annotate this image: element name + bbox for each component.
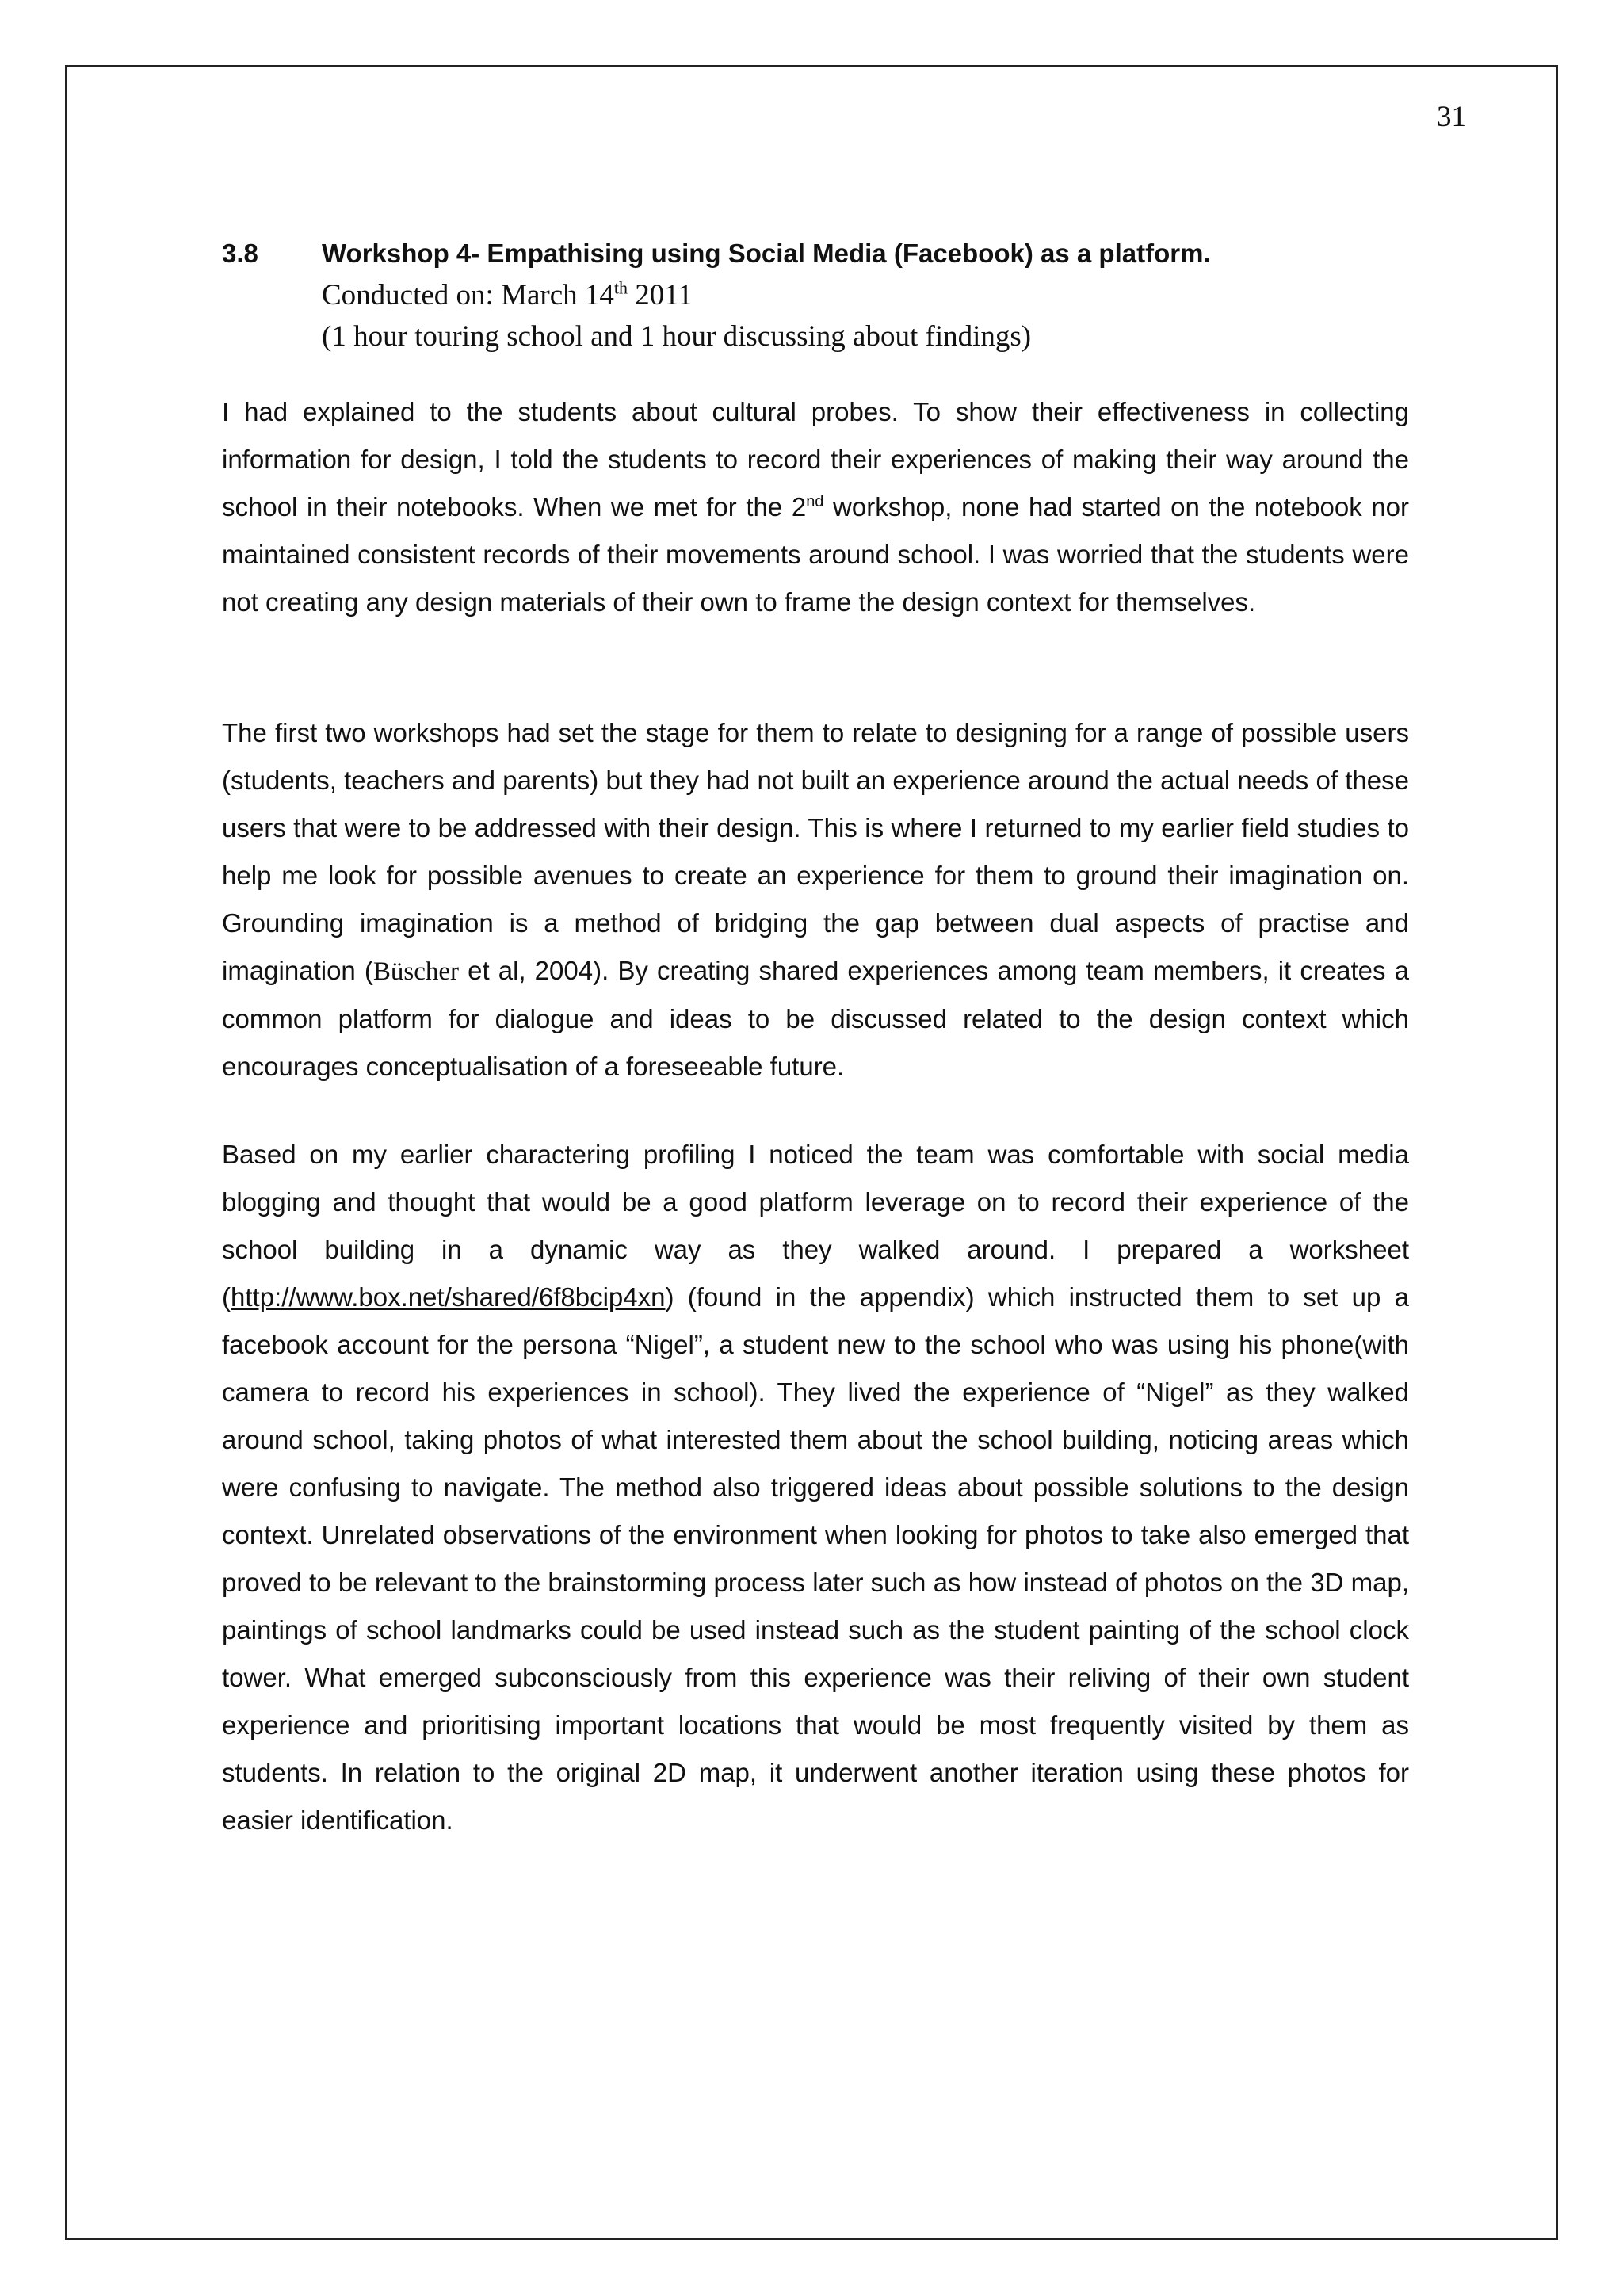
paragraph-3-text-a: Based on my earlier charactering profiling I noticed the team was comfortable with social media blogging and thought that would be a good platform leverage on to record their experience of the school building in a dynamic way as they walked around. I prepared a worksheet ( xyxy=(222,1140,1409,1312)
paragraph-3 xyxy=(222,1131,1409,1844)
conducted-prefix: Conducted on: March 14 xyxy=(322,279,614,311)
paragraph-1-ordinal: nd xyxy=(806,493,824,510)
paragraph-3-text-b: ) (found in the appendix) which instructed them to set up a facebook account for the persona “Nigel”, a student new to the school who was using his phone(with camera to record his experiences in school). They lived the experience of “Nigel” as they walked around school, taking photos of what interested them about the school building, noticing areas which were confusing to navigate. The method also triggered ideas about possible solutions to the design context. Unrelated observations of the environment when looking for photos to take also emerged that proved to be relevant to the brainstorming process later such as how instead of photos on the 3D map, paintings of school landmarks could be used instead such as the student painting of the school clock tower. What emerged subconsciously from this experience was their reliving of their own student experience and prioritising important locations that would be most frequently visited by them as students. In relation to the original 2D map, it underwent another iteration using these photos for easier identification. xyxy=(222,1282,1409,1835)
conducted-ordinal: th xyxy=(613,277,628,298)
paragraph-1 xyxy=(222,388,1409,626)
paragraph-2-text-b: et al, 2004). By creating shared experiences among team members, it creates a common platform for dialogue and ideas to be discussed related to the design context which encourages conceptualisation of a foreseeable future. xyxy=(222,956,1409,1081)
conducted-year: 2011 xyxy=(628,279,693,311)
paragraph-2 xyxy=(222,709,1409,1091)
section-number: 3.8 xyxy=(222,239,258,268)
section-title: Workshop 4- Empathising using Social Media (Facebook) as a platform. xyxy=(322,239,1211,268)
section-heading xyxy=(222,235,1411,273)
paragraph-1-text-b: workshop, none had started on the notebook nor maintained consistent records of their movements around school. I was worried that the students were not creating any design materials of their own to frame the design context for themselves. xyxy=(222,492,1409,617)
page-number: 31 xyxy=(1437,101,1466,133)
worksheet-link[interactable]: http://www.box.net/shared/6f8bcip4xn xyxy=(231,1282,666,1312)
paragraph-2-text-a: The first two workshops had set the stage for them to relate to designing for a range of possible users (students, teachers and parents) but they had not built an experience around the actual needs of these users that were to be addressed with their design. This is where I returned to my earlier field studies to help me look for possible avenues to create an experience for them to ground their imagination on. Grounding imagination is a method of bridging the gap between dual aspects of practise and imagination ( xyxy=(222,718,1409,985)
citation-author: Büscher xyxy=(372,957,459,986)
workshop-duration: (1 hour touring school and 1 hour discussing about findings) xyxy=(322,320,1032,353)
conducted-date xyxy=(322,277,1431,315)
paragraph-1-text-a: I had explained to the students about cultural probes. To show their effectiveness in collecting information for design, I told the students to record their experiences of making their way around the school in their notebooks. When we met for the 2 xyxy=(222,397,1409,521)
